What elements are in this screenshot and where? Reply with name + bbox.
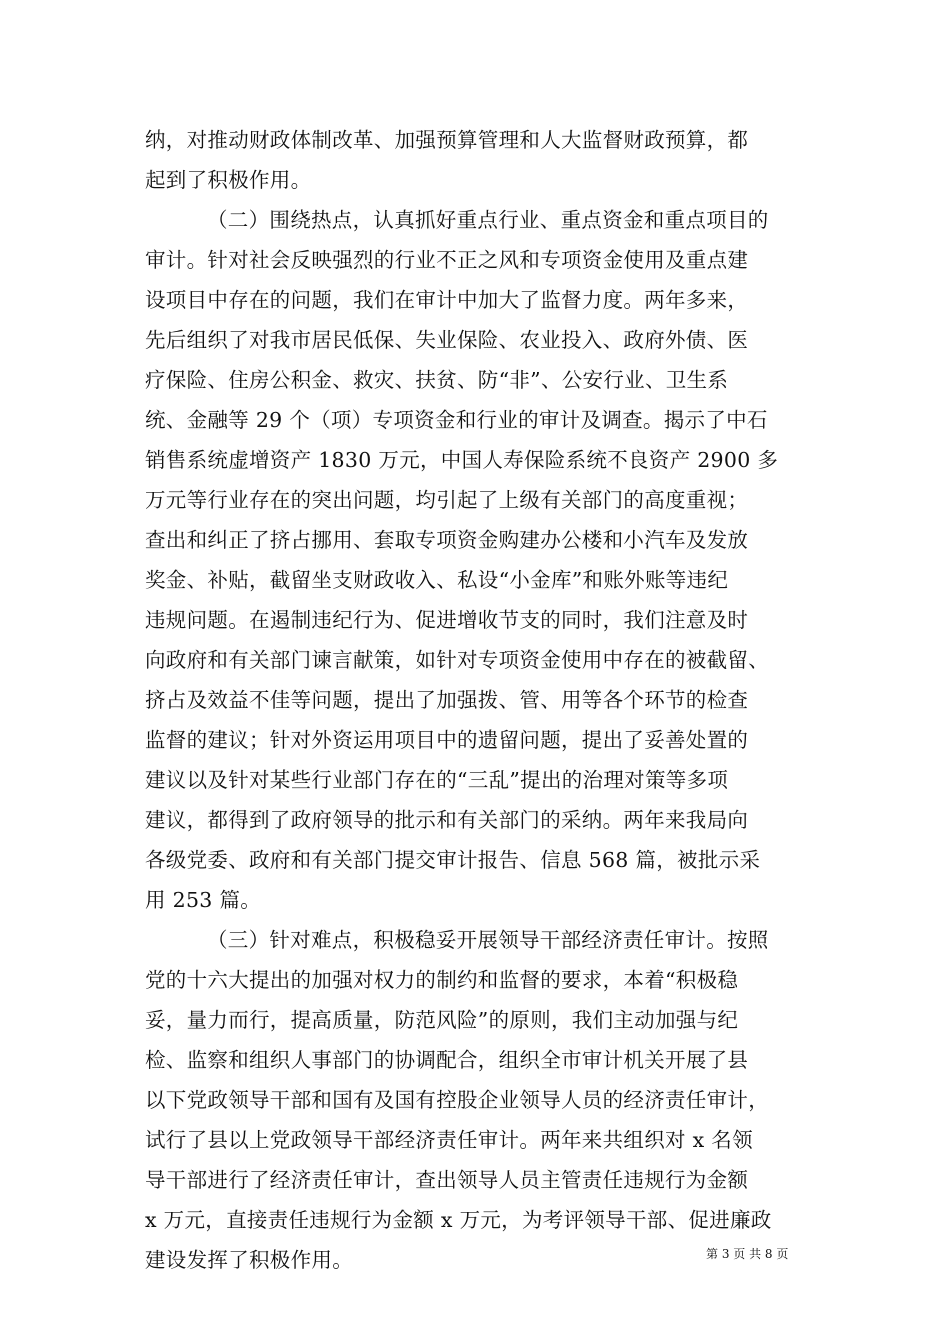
text-line: 统、金融等 29 个（项）专项资金和行业的审计及调查。揭示了中石	[145, 408, 768, 432]
text-line: 各级党委、政府和有关部门提交审计报告、信息 568 篇，被批示采	[145, 848, 761, 872]
text-line: 建议，都得到了政府领导的批示和有关部门的采纳。两年来我局向	[145, 808, 749, 832]
text-line: 先后组织了对我市居民低保、失业保险、农业投入、政府外债、医	[145, 328, 749, 352]
text-line: 万元等行业存在的突出问题，均引起了上级有关部门的高度重视；	[145, 488, 749, 512]
section-heading-line: （三）针对难点，积极稳妥开展领导干部经济责任审计。按照	[207, 928, 769, 952]
text-line: 纳，对推动财政体制改革、加强预算管理和人大监督财政预算，都	[145, 128, 749, 152]
document-body	[145, 120, 815, 1280]
text-line: 违规问题。在遏制违纪行为、促进增收节支的同时，我们注意及时	[145, 608, 749, 632]
text-line: 挤占及效益不佳等问题，提出了加强拨、管、用等各个环节的检查	[145, 688, 749, 712]
text-line: 党的十六大提出的加强对权力的制约和监督的要求，本着“积极稳	[145, 968, 739, 992]
text-line: 以下党政领导干部和国有及国有控股企业领导人员的经济责任审计，	[145, 1088, 769, 1112]
text-line: 销售系统虚增资产 1830 万元，中国人寿保险系统不良资产 2900 多	[145, 448, 779, 472]
text-line: 起到了积极作用。	[145, 168, 312, 192]
text-line: 监督的建议；针对外资运用项目中的遗留问题，提出了妥善处置的	[145, 728, 749, 752]
page-number: 第 3 页 共 8 页	[706, 1247, 789, 1261]
text-line: 建设发挥了积极作用。	[145, 1248, 353, 1272]
text-line: 建议以及针对某些行业部门存在的“三乱”提出的治理对策等多项	[145, 768, 729, 792]
text-line: 导干部进行了经济责任审计，查出领导人员主管责任违规行为金额	[145, 1168, 749, 1192]
section-heading-line: （二）围绕热点，认真抓好重点行业、重点资金和重点项目的	[207, 208, 769, 232]
text-line: 奖金、补贴，截留坐支财政收入、私设“小金库”和账外账等违纪	[145, 568, 729, 592]
text-line: 试行了县以上党政领导干部经济责任审计。两年来共组织对 x 名领	[145, 1128, 753, 1152]
text-line: 用 253 篇。	[145, 888, 262, 912]
text-line: 查出和纠正了挤占挪用、套取专项资金购建办公楼和小汽车及发放	[145, 528, 749, 552]
text-line: 设项目中存在的问题，我们在审计中加大了监督力度。两年多来，	[145, 288, 749, 312]
text-line: 妥，量力而行，提高质量，防范风险”的原则，我们主动加强与纪	[145, 1008, 739, 1032]
text-line: 检、监察和组织人事部门的协调配合，组织全市审计机关开展了县	[145, 1048, 749, 1072]
text-line: 向政府和有关部门谏言献策，如针对专项资金使用中存在的被截留、	[145, 648, 769, 672]
text-line: 疗保险、住房公积金、救灾、扶贫、防“非”、公安行业、卫生系	[145, 368, 729, 392]
text-line: 审计。针对社会反映强烈的行业不正之风和专项资金使用及重点建	[145, 248, 749, 272]
text-line: x 万元，直接责任违规行为金额 x 万元，为考评领导干部、促进廉政	[145, 1208, 772, 1232]
